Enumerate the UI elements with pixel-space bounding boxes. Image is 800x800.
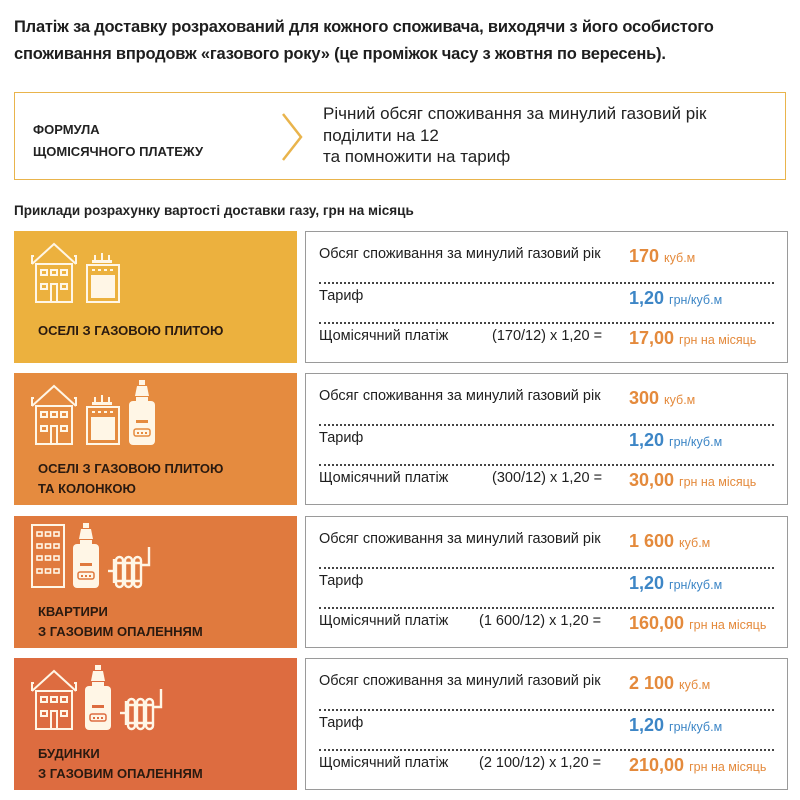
category-icons (30, 245, 122, 309)
radiator-icon (106, 545, 156, 594)
intro-line-1: Платіж за доставку розрахований для кожного споживача, виходячи з його особистого (14, 18, 714, 36)
category-label-line-1: КВАРТИРИ (38, 604, 108, 619)
dotted-divider (319, 322, 774, 324)
category-label (38, 744, 203, 784)
calculation-panel (305, 658, 788, 790)
formula-label-line-2: ЩОМІСЯЧНОГО ПЛАТЕЖУ (33, 144, 204, 159)
tariff-row (319, 288, 774, 314)
volume-row (319, 388, 774, 414)
category-panel (14, 373, 297, 505)
volume-row (319, 673, 774, 699)
dotted-divider (319, 709, 774, 711)
volume-label: Обсяг споживання за минулий газовий рік (319, 246, 601, 262)
tariff-value: 1,20 (629, 288, 665, 308)
monthly-value: 30,00 (629, 470, 675, 490)
monthly-row (319, 755, 774, 781)
volume-unit: куб.м (664, 251, 696, 265)
category-label-line-2: З ГАЗОВИМ ОПАЛЕННЯМ (38, 624, 203, 639)
volume-label: Обсяг споживання за минулий газовий рік (319, 673, 601, 689)
tariff-row (319, 715, 774, 741)
monthly-calculation: (2 100/12) x 1,20 = (479, 755, 602, 771)
tariff-label: Тариф (319, 573, 364, 589)
water-heater-icon (128, 380, 156, 451)
dotted-divider (319, 282, 774, 284)
gas-boiler-icon (72, 523, 100, 594)
category-label-line-1: БУДИНКИ (38, 746, 100, 761)
tariff-label: Тариф (319, 430, 364, 446)
gas-boiler-icon (84, 665, 112, 736)
formula-text-line-2: поділити на 12 (323, 125, 439, 145)
monthly-value-group (629, 328, 756, 349)
tariff-value-group (629, 288, 722, 309)
tariff-value-group (629, 430, 722, 451)
tariff-unit: грн/куб.м (669, 435, 723, 449)
monthly-unit: грн на місяць (679, 475, 757, 489)
category-label-line-1: ОСЕЛІ З ГАЗОВОЮ ПЛИТОЮ (38, 323, 224, 338)
monthly-calculation: (170/12) x 1,20 = (492, 328, 603, 344)
tariff-value: 1,20 (629, 573, 665, 593)
volume-value-group (629, 673, 710, 694)
calculation-panel (305, 373, 788, 505)
dotted-divider (319, 464, 774, 466)
monthly-value: 17,00 (629, 328, 675, 348)
monthly-unit: грн на місяць (679, 333, 757, 347)
tariff-row (319, 573, 774, 599)
category-label-line-1: ОСЕЛІ З ГАЗОВОЮ ПЛИТОЮ (38, 461, 224, 476)
category-label-line-2: З ГАЗОВИМ ОПАЛЕННЯМ (38, 766, 203, 781)
volume-label: Обсяг споживання за минулий газовий рік (319, 388, 601, 404)
formula-text (323, 103, 706, 168)
monthly-label: Щомісячний платіж (319, 755, 449, 771)
monthly-value-group (629, 470, 756, 491)
intro-line-2: споживання впродовж «газового року» (це проміжок часу з жовтня по вересень). (14, 45, 666, 63)
category-panel (14, 516, 297, 648)
formula-label-line-1: ФОРМУЛА (33, 122, 100, 137)
monthly-unit: грн на місяць (689, 618, 767, 632)
examples-title: Приклади розрахунку вартості доставки газу, грн на місяць (14, 203, 414, 218)
chevron-right-icon (277, 111, 307, 163)
category-panel (14, 231, 297, 363)
volume-value-group (629, 246, 695, 267)
dotted-divider (319, 567, 774, 569)
example-card-4 (14, 658, 788, 790)
volume-unit: куб.м (679, 536, 711, 550)
dotted-divider (319, 607, 774, 609)
volume-value: 1 600 (629, 531, 675, 551)
category-icons (30, 530, 156, 594)
category-label (38, 321, 223, 341)
monthly-calculation: (1 600/12) x 1,20 = (479, 613, 602, 629)
dotted-divider (319, 749, 774, 751)
tariff-value-group (629, 715, 722, 736)
tariff-value-group (629, 573, 722, 594)
volume-row (319, 531, 774, 557)
tariff-value: 1,20 (629, 430, 665, 450)
volume-value: 2 100 (629, 673, 675, 693)
category-icons (30, 387, 156, 451)
tariff-label: Тариф (319, 715, 364, 731)
monthly-value: 160,00 (629, 613, 685, 633)
volume-label: Обсяг споживання за минулий газовий рік (319, 531, 601, 547)
example-card-1 (14, 231, 788, 363)
monthly-label: Щомісячний платіж (319, 328, 449, 344)
volume-unit: куб.м (664, 393, 696, 407)
dotted-divider (319, 424, 774, 426)
tariff-unit: грн/куб.м (669, 293, 723, 307)
volume-unit: куб.м (679, 678, 711, 692)
monthly-value: 210,00 (629, 755, 685, 775)
tariff-label: Тариф (319, 288, 364, 304)
tariff-unit: грн/куб.м (669, 720, 723, 734)
monthly-unit: грн на місяць (689, 760, 767, 774)
monthly-value-group (629, 755, 766, 776)
volume-value: 170 (629, 246, 660, 266)
formula-text-line-1: Річний обсяг споживання за минулий газовий рік (323, 104, 707, 123)
formula-box (14, 92, 786, 180)
monthly-row (319, 470, 774, 496)
house-icon (30, 384, 78, 451)
tariff-row (319, 430, 774, 456)
monthly-calculation: (300/12) x 1,20 = (492, 470, 603, 486)
category-icons (30, 672, 168, 736)
monthly-value-group (629, 613, 766, 634)
category-panel (14, 658, 297, 790)
monthly-row (319, 613, 774, 639)
formula-label (33, 119, 203, 163)
volume-value-group (629, 388, 695, 409)
monthly-row (319, 328, 774, 354)
volume-value: 300 (629, 388, 660, 408)
tariff-unit: грн/куб.м (669, 578, 723, 592)
category-label (38, 459, 223, 499)
house-icon (30, 669, 78, 736)
category-label-line-2: ТА КОЛОНКОЮ (38, 481, 136, 496)
apartment-building-icon (30, 523, 66, 594)
volume-row (319, 246, 774, 272)
volume-value-group (629, 531, 710, 552)
intro-text (14, 14, 794, 68)
gas-stove-icon (84, 394, 122, 451)
example-card-3 (14, 516, 788, 648)
monthly-label: Щомісячний платіж (319, 613, 449, 629)
category-label (38, 602, 203, 642)
radiator-icon (118, 687, 168, 736)
example-card-2 (14, 373, 788, 505)
tariff-value: 1,20 (629, 715, 665, 735)
monthly-label: Щомісячний платіж (319, 470, 449, 486)
gas-stove-icon (84, 252, 122, 309)
calculation-panel (305, 516, 788, 648)
house-icon (30, 242, 78, 309)
calculation-panel (305, 231, 788, 363)
formula-text-line-3: та помножити на тариф (323, 147, 511, 166)
